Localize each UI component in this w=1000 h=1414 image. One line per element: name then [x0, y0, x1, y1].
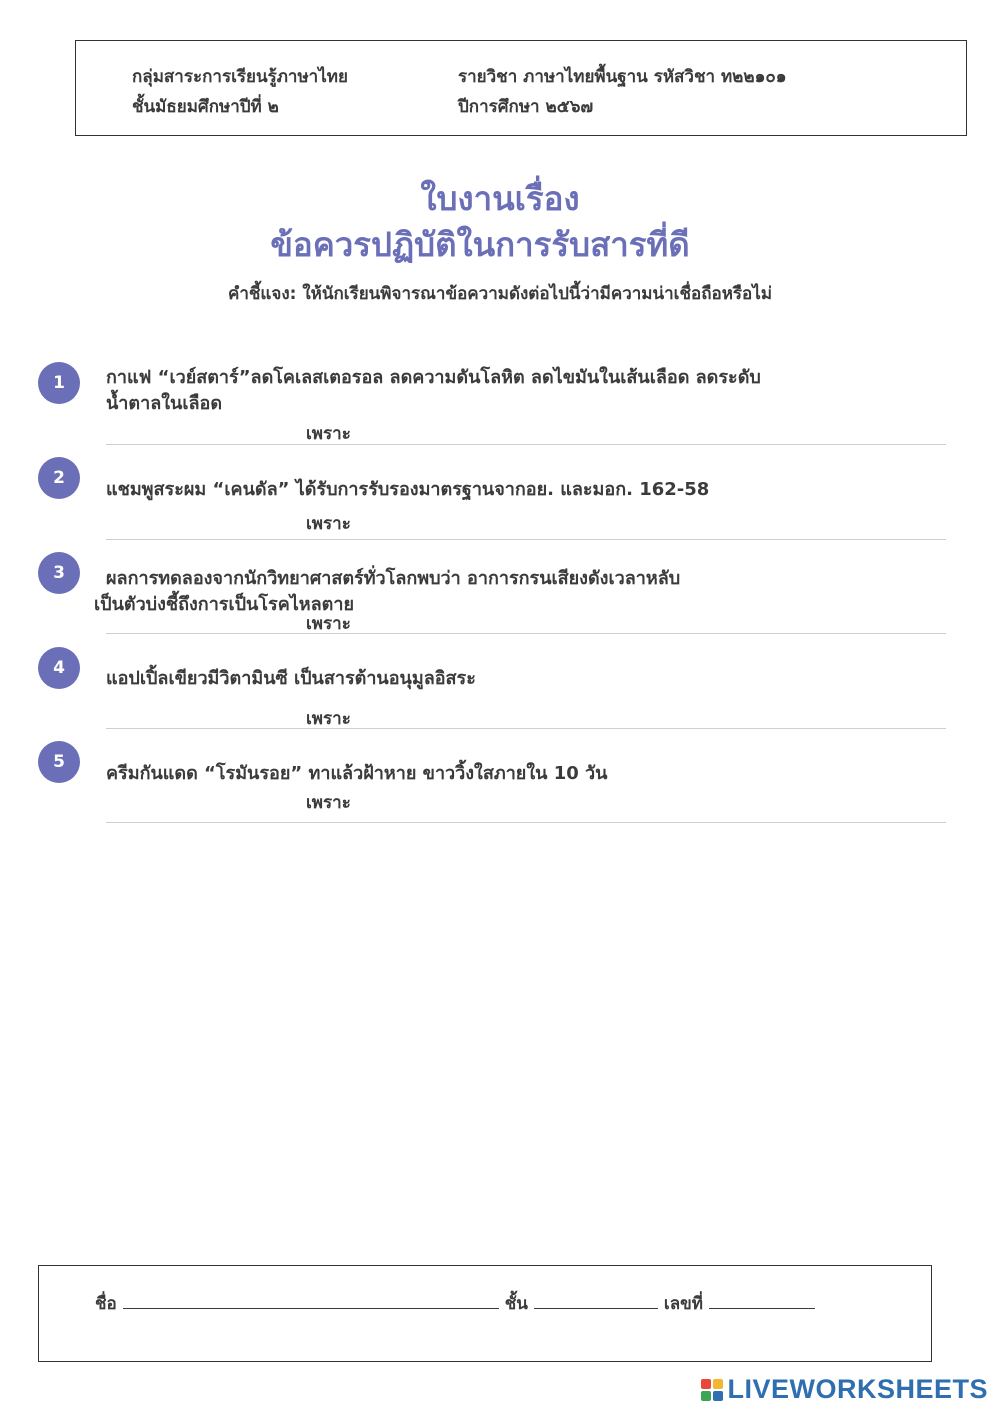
worksheet-title-line1: ใบงานเรื่อง: [420, 179, 580, 218]
question-number-badge: 3: [38, 552, 80, 594]
question-text-continued: เป็นตัวบ่งชี้ถึงการเป็นโรคไหลตาย: [94, 594, 355, 615]
because-label: เพราะ: [306, 614, 351, 634]
name-label: ชื่อ: [95, 1294, 117, 1314]
because-label: เพราะ: [306, 424, 351, 444]
because-label: เพราะ: [306, 709, 351, 729]
question-text-continued: น้ำตาลในเลือด: [106, 393, 223, 414]
answer-line[interactable]: [106, 444, 946, 445]
instruction-text: คำชี้แจง: ให้นักเรียนพิจารณาข้อความดังต่อไปนี้ว่ามีความน่าเชื่อถือหรือไม่: [227, 284, 773, 304]
logo-icon: [701, 1379, 723, 1401]
subject-code: รายวิชา ภาษาไทยพื้นฐาน รหัสวิชา ท๒๒๑๐๑: [458, 67, 787, 87]
brand-name: LIVEWORKSHEETS: [727, 1374, 988, 1404]
question-text: แอปเปิ้ลเขียวมีวิตามินซี เป็นสารต้านอนุมูลอิสระ: [106, 668, 476, 689]
question-number-badge: 4: [38, 647, 80, 689]
class-label: ชั้น: [504, 1294, 528, 1314]
logo-square-i: [713, 1379, 723, 1389]
answer-line[interactable]: [106, 633, 946, 634]
because-label: เพราะ: [306, 514, 351, 534]
answer-line[interactable]: [106, 822, 946, 823]
because-label: เพราะ: [306, 793, 351, 813]
subject-group: กลุ่มสาระการเรียนรู้ภาษาไทย: [132, 67, 348, 87]
answer-line[interactable]: [106, 728, 946, 729]
class-field[interactable]: [534, 1292, 658, 1309]
answer-line[interactable]: [106, 539, 946, 540]
liveworksheets-logo[interactable]: [701, 1374, 988, 1405]
header-box: [75, 40, 967, 136]
question-text: แชมพูสระผม “เคนดัล” ได้รับการรับรองมาตรฐานจากอย. และมอก. 162-58: [106, 479, 710, 500]
question-number-badge: 1: [38, 362, 80, 404]
worksheet-title-line2: ข้อควรปฏิบัติในการรับสารที่ดี: [270, 225, 690, 264]
logo-square-v: [701, 1391, 711, 1401]
name-field[interactable]: [123, 1292, 499, 1309]
grade-level: ชั้นมัธยมศึกษาปีที่ ๒: [132, 97, 279, 117]
student-info-box: [38, 1265, 932, 1362]
student-number-field[interactable]: [709, 1292, 815, 1309]
logo-square-l: [701, 1379, 711, 1389]
question-text: ครีมกันแดด “โรมันรอย” ทาแล้วฝ้าหาย ขาววิ้งใสภายใน 10 วัน: [106, 763, 608, 784]
question-number-badge: 5: [38, 741, 80, 783]
student-info-row: [95, 1290, 821, 1317]
academic-year: ปีการศึกษา ๒๕๖๗: [458, 97, 594, 117]
question-number-badge: 2: [38, 457, 80, 499]
question-text: ผลการทดลองจากนักวิทยาศาสตร์ทั่วโลกพบว่า อาการกรนเสียงดังเวลาหลับ: [106, 568, 681, 589]
logo-square-e: [713, 1391, 723, 1401]
number-label: เลขที่: [663, 1294, 703, 1314]
question-text: กาแฟ “เวย์สตาร์”ลดโคเลสเตอรอล ลดความดันโลหิต ลดไขมันในเส้นเลือด ลดระดับ: [106, 367, 761, 388]
